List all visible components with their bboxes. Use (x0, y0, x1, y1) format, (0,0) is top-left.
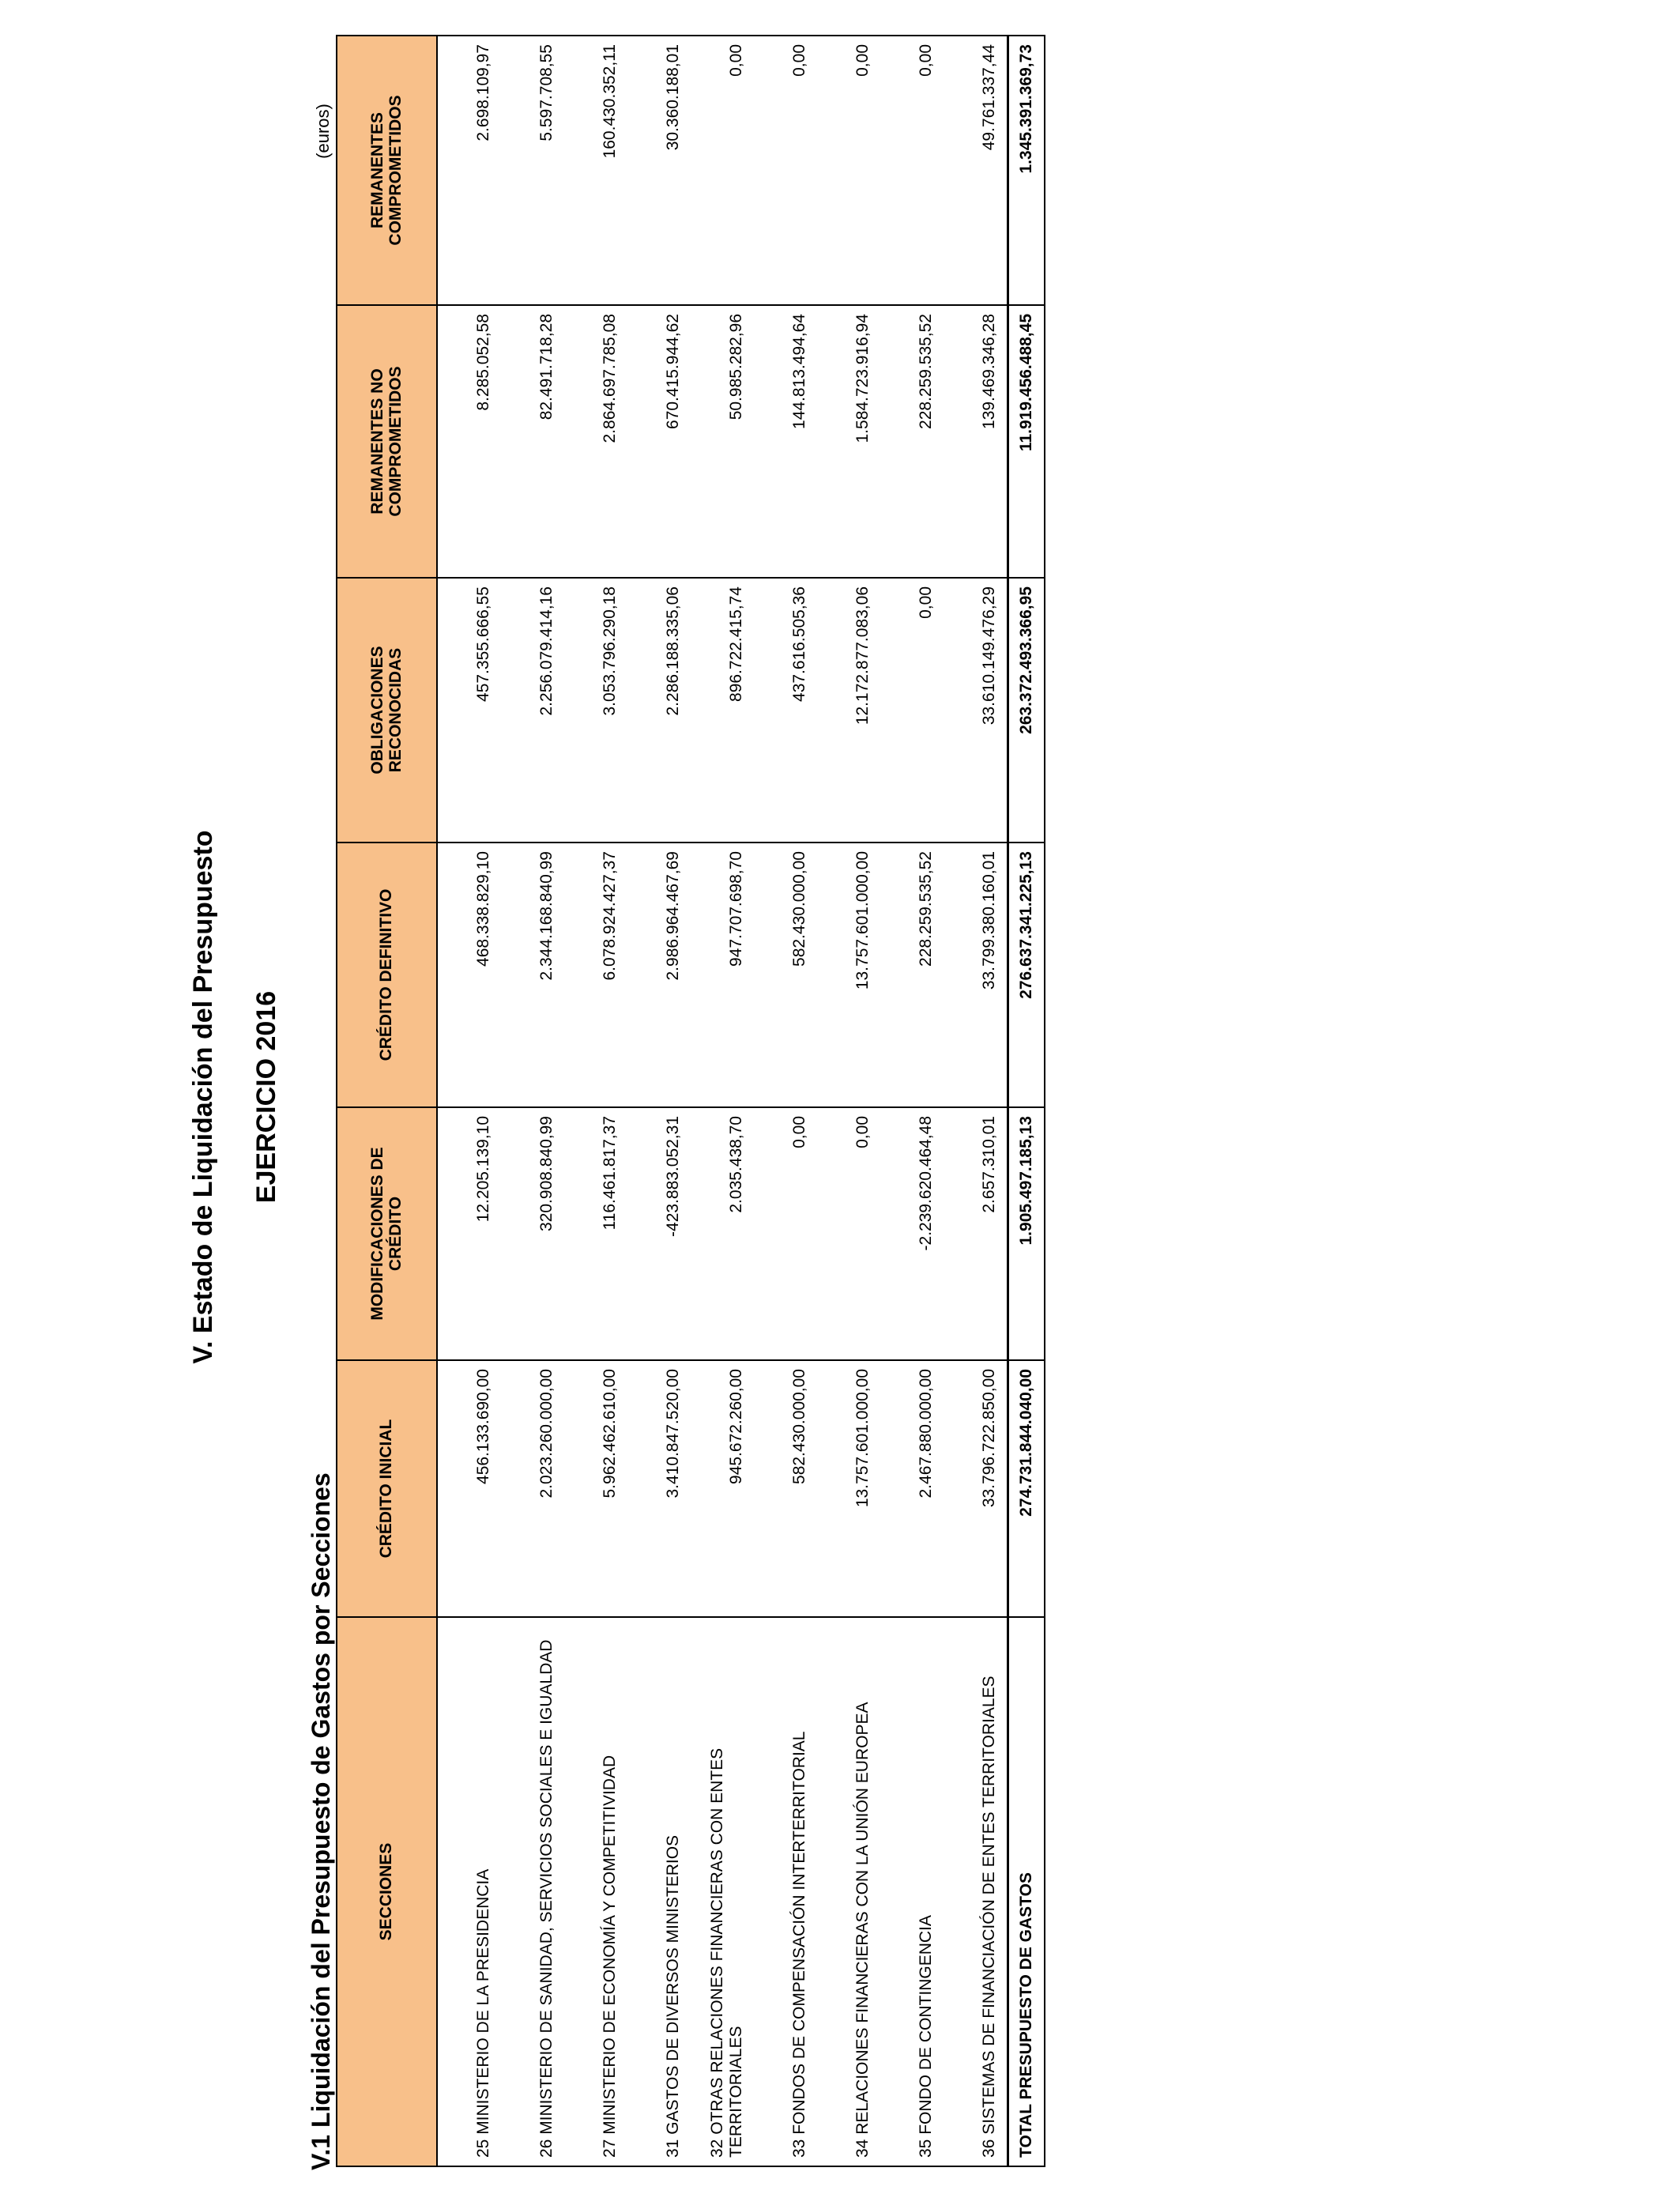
cell-credito-definitivo: 468.338.829,10 (437, 843, 501, 1107)
cell-remanentes-no-comprometidos: 8.285.052,58 (437, 305, 501, 578)
cell-modificaciones: 2.657.310,01 (944, 1107, 1008, 1360)
budget-table (336, 35, 1045, 2167)
cell-remanentes-comprometidos: 160.430.352,11 (564, 36, 627, 305)
table-row (817, 36, 880, 2166)
total-modificaciones: 1.905.497.185,13 (1008, 1107, 1045, 1360)
cell-remanentes-no-comprometidos: 1.584.723.916,94 (817, 305, 880, 578)
cell-section-name: 33 FONDOS DE COMPENSACIÓN INTERTERRITORIAL (754, 1617, 817, 2166)
table-header-row (337, 36, 437, 2166)
section-subtitle: V.1 Liquidación del Presupuesto de Gastos por Secciones (307, 1472, 335, 2170)
table-row (880, 36, 944, 2166)
cell-credito-definitivo: 33.799.380.160,01 (944, 843, 1008, 1107)
cell-section-name: 34 RELACIONES FINANCIERAS CON LA UNIÓN EUROPEA (817, 1617, 880, 2166)
header-obligaciones: OBLIGACIONES RECONOCIDAS (337, 578, 437, 843)
cell-remanentes-no-comprometidos: 2.864.697.785,08 (564, 305, 627, 578)
cell-credito-inicial: 456.133.690,00 (437, 1360, 501, 1617)
cell-credito-inicial: 5.962.462.610,00 (564, 1360, 627, 1617)
cell-obligaciones: 0,00 (880, 578, 944, 843)
cell-remanentes-comprometidos: 30.360.188,01 (627, 36, 691, 305)
exercise-title: EJERCICIO 2016 (251, 990, 281, 1204)
cell-credito-definitivo: 2.986.964.467,69 (627, 843, 691, 1107)
cell-modificaciones: 116.461.817,37 (564, 1107, 627, 1360)
cell-credito-definitivo: 228.259.535,52 (880, 843, 944, 1107)
header-secciones: SECCIONES (337, 1617, 437, 2166)
cell-modificaciones: -423.883.052,31 (627, 1107, 691, 1360)
cell-section-name: 32 OTRAS RELACIONES FINANCIERAS CON ENTES TERRITORIALES (691, 1617, 754, 2166)
unit-label: (euros) (313, 104, 333, 159)
cell-credito-definitivo: 582.430.000,00 (754, 843, 817, 1107)
table-row (754, 36, 817, 2166)
main-title: V. Estado de Liquidación del Presupuesto (188, 830, 218, 1364)
cell-credito-inicial: 2.467.880.000,00 (880, 1360, 944, 1617)
cell-remanentes-no-comprometidos: 228.259.535,52 (880, 305, 944, 578)
table-row (627, 36, 691, 2166)
cell-remanentes-no-comprometidos: 82.491.718,28 (501, 305, 564, 578)
cell-remanentes-comprometidos: 2.698.109,97 (437, 36, 501, 305)
cell-remanentes-comprometidos: 0,00 (817, 36, 880, 305)
cell-section-name: 25 MINISTERIO DE LA PRESIDENCIA (437, 1617, 501, 2166)
total-comprometidos: 1.345.391.369,73 (1008, 36, 1045, 305)
cell-obligaciones: 2.286.188.335,06 (627, 578, 691, 843)
cell-credito-inicial: 3.410.847.520,00 (627, 1360, 691, 1617)
cell-modificaciones: 2.035.438,70 (691, 1107, 754, 1360)
cell-modificaciones: 0,00 (817, 1107, 880, 1360)
table-row (691, 36, 754, 2166)
cell-credito-inicial: 2.023.260.000,00 (501, 1360, 564, 1617)
cell-credito-inicial: 945.672.260,00 (691, 1360, 754, 1617)
total-label: TOTAL PRESUPUESTO DE GASTOS (1008, 1617, 1045, 2166)
cell-obligaciones: 437.616.505,36 (754, 578, 817, 843)
cell-modificaciones: -2.239.620.464,48 (880, 1107, 944, 1360)
cell-remanentes-comprometidos: 0,00 (754, 36, 817, 305)
cell-credito-definitivo: 2.344.168.840,99 (501, 843, 564, 1107)
cell-remanentes-no-comprometidos: 50.985.282,96 (691, 305, 754, 578)
cell-obligaciones: 896.722.415,74 (691, 578, 754, 843)
table-row (501, 36, 564, 2166)
cell-modificaciones: 12.205.139,10 (437, 1107, 501, 1360)
cell-credito-inicial: 33.796.722.850,00 (944, 1360, 1008, 1617)
table-row (564, 36, 627, 2166)
cell-credito-inicial: 13.757.601.000,00 (817, 1360, 880, 1617)
table-row (944, 36, 1008, 2166)
cell-remanentes-comprometidos: 0,00 (691, 36, 754, 305)
cell-obligaciones: 12.172.877.083,06 (817, 578, 880, 843)
cell-section-name: 31 GASTOS DE DIVERSOS MINISTERIOS (627, 1617, 691, 2166)
cell-remanentes-no-comprometidos: 144.813.494,64 (754, 305, 817, 578)
total-inicial: 274.731.844.040,00 (1008, 1360, 1045, 1617)
cell-credito-definitivo: 13.757.601.000,00 (817, 843, 880, 1107)
total-no-comprometidos: 11.919.456.488,45 (1008, 305, 1045, 578)
cell-credito-inicial: 582.430.000,00 (754, 1360, 817, 1617)
cell-obligaciones: 2.256.079.414,16 (501, 578, 564, 843)
table-row (437, 36, 501, 2166)
cell-section-name: 26 MINISTERIO DE SANIDAD, SERVICIOS SOCIALES E IGUALDAD (501, 1617, 564, 2166)
cell-section-name: 27 MINISTERIO DE ECONOMÍA Y COMPETITIVIDAD (564, 1617, 627, 2166)
cell-remanentes-no-comprometidos: 670.415.944,62 (627, 305, 691, 578)
header-credito-inicial: CRÉDITO INICIAL (337, 1360, 437, 1617)
total-definitivo: 276.637.341.225,13 (1008, 843, 1045, 1107)
header-remanentes-comprometidos: REMANENTES COMPROMETIDOS (337, 36, 437, 305)
total-row (1008, 36, 1045, 2166)
cell-obligaciones: 3.053.796.290,18 (564, 578, 627, 843)
cell-remanentes-comprometidos: 5.597.708,55 (501, 36, 564, 305)
header-remanentes-no-comprometidos: REMANENTES NO COMPROMETIDOS (337, 305, 437, 578)
cell-remanentes-comprometidos: 49.761.337,44 (944, 36, 1008, 305)
cell-section-name: 35 FONDO DE CONTINGENCIA (880, 1617, 944, 2166)
cell-credito-definitivo: 6.078.924.427,37 (564, 843, 627, 1107)
cell-obligaciones: 457.355.666,55 (437, 578, 501, 843)
cell-remanentes-no-comprometidos: 139.469.346,28 (944, 305, 1008, 578)
total-obligaciones: 263.372.493.366,95 (1008, 578, 1045, 843)
header-modificaciones: MODIFICACIONES DE CRÉDITO (337, 1107, 437, 1360)
cell-section-name: 36 SISTEMAS DE FINANCIACIÓN DE ENTES TERRITORIALES (944, 1617, 1008, 2166)
cell-obligaciones: 33.610.149.476,29 (944, 578, 1008, 843)
cell-remanentes-comprometidos: 0,00 (880, 36, 944, 305)
header-credito-definitivo: CRÉDITO DEFINITIVO (337, 843, 437, 1107)
cell-modificaciones: 0,00 (754, 1107, 817, 1360)
cell-credito-definitivo: 947.707.698,70 (691, 843, 754, 1107)
cell-modificaciones: 320.908.840,99 (501, 1107, 564, 1360)
